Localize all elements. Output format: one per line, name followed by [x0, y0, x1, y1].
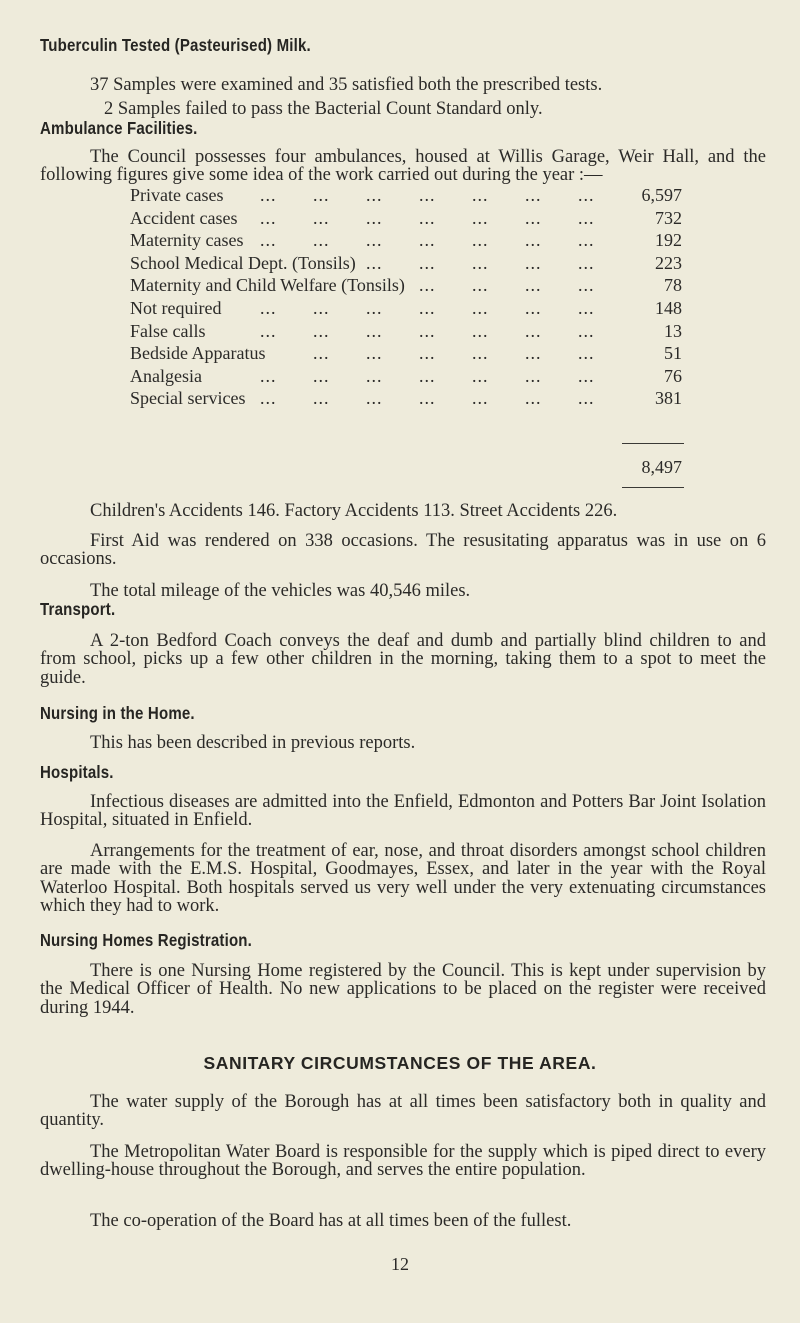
- leader-dots: ...: [472, 320, 489, 341]
- leader-dots: ...: [525, 185, 542, 205]
- page-number: 12: [391, 1254, 409, 1274]
- table-row-label: School Medical Dept. (Tonsils): [130, 252, 356, 273]
- leader-dots: ...: [525, 298, 542, 318]
- leader-dots: ...: [366, 365, 383, 386]
- leader-dots: ...: [472, 388, 489, 409]
- leader-dots: ...: [472, 185, 489, 205]
- table-row-label: Bedside Apparatus: [130, 343, 266, 364]
- leader-dots: ...: [472, 365, 489, 386]
- leader-dots: ...: [419, 185, 436, 205]
- section-heading-milk: Tuberculin Tested (Pasteurised) Milk.: [40, 35, 311, 55]
- leader-dots: ...: [525, 388, 542, 409]
- leader-dots: ...: [260, 207, 277, 228]
- hospitals-paragraph-1: [40, 793, 766, 830]
- leader-dots: ...: [472, 298, 489, 318]
- sanitary-text-1: The water supply of the Borough has at all times been satisfactory both in quality and quantity.: [40, 1092, 766, 1131]
- leader-dots: ...: [525, 230, 542, 251]
- leader-dots: ...: [525, 275, 542, 296]
- sanitary-paragraph-1: [40, 1093, 766, 1130]
- table-row-value: 76: [664, 365, 682, 386]
- table-row-label: Maternity cases: [130, 230, 244, 251]
- nursing-home-text: This has been described in previous reports.: [90, 733, 416, 753]
- section-heading-registration: Nursing Homes Registration.: [40, 930, 253, 950]
- leader-dots: ...: [578, 207, 595, 228]
- leader-dots: ...: [472, 230, 489, 251]
- sanitary-text-3: The co-operation of the Board has at all times been of the fullest.: [90, 1211, 572, 1231]
- section-heading-hospitals: Hospitals.: [40, 762, 114, 782]
- table-row-value: 6,597: [641, 185, 682, 205]
- table-row-value: 223: [655, 252, 682, 273]
- table-row-value: 148: [655, 298, 682, 318]
- accidents-summary: Children's Accidents 146. Factory Accidents 113. Street Accidents 226.: [90, 501, 618, 521]
- ambulance-intro: [40, 148, 766, 185]
- sanitary-paragraph-2: [40, 1143, 766, 1180]
- leader-dots: ...: [313, 365, 330, 386]
- table-row-value: 732: [655, 207, 682, 228]
- table-row-value: 381: [655, 388, 682, 409]
- registration-paragraph: [40, 962, 766, 1017]
- leader-dots: ...: [578, 365, 595, 386]
- total-rule-bottom: [622, 487, 684, 488]
- milk-line-2: 2 Samples failed to pass the Bacterial Count Standard only.: [104, 99, 543, 119]
- leader-dots: ...: [525, 320, 542, 341]
- hospitals-text-2: Arrangements for the treatment of ear, nose, and throat disorders amongst school children are made with the E.M.S. Hospital, Goodmayes, Essex, and later in the year with the Royal Waterloo Hospital. Both hospitals served us very well under the very extenuating circumstances which they had to work.: [40, 841, 766, 917]
- leader-dots: ...: [366, 388, 383, 409]
- leader-dots: ...: [260, 185, 277, 205]
- total-rule-top: [622, 443, 684, 444]
- leader-dots: ...: [578, 185, 595, 205]
- leader-dots: ...: [260, 230, 277, 251]
- leader-dots: ...: [419, 365, 436, 386]
- leader-dots: ...: [366, 185, 383, 205]
- table-row-label: Maternity and Child Welfare (Tonsils): [130, 275, 405, 296]
- transport-text: A 2-ton Bedford Coach conveys the deaf and dumb and partially blind children to and from school, picks up a few other children in the morning, taking them to a spot to meet the guide.: [40, 631, 766, 688]
- first-aid-paragraph: [40, 532, 766, 569]
- table-row-label: Private cases: [130, 185, 224, 205]
- leader-dots: ...: [260, 298, 277, 318]
- leader-dots: ...: [472, 252, 489, 273]
- leader-dots: ...: [578, 343, 595, 364]
- leader-dots: ...: [525, 252, 542, 273]
- sanitary-heading: SANITARY CIRCUMSTANCES OF THE AREA.: [203, 1053, 597, 1073]
- leader-dots: ...: [525, 365, 542, 386]
- leader-dots: ...: [260, 388, 277, 409]
- leader-dots: ...: [366, 230, 383, 251]
- table-row-label: Not required: [130, 298, 222, 318]
- table-row-label: Accident cases: [130, 207, 238, 228]
- registration-text: There is one Nursing Home registered by the Council. This is kept under supervision by the Medical Officer of Health. No new applications to be placed on the register were received during 1944.: [40, 961, 766, 1018]
- table-row-value: 51: [664, 343, 682, 364]
- leader-dots: ...: [578, 388, 595, 409]
- leader-dots: ...: [578, 320, 595, 341]
- table-row-value: 192: [655, 230, 682, 251]
- leader-dots: ...: [366, 320, 383, 341]
- leader-dots: ...: [578, 275, 595, 296]
- leader-dots: ...: [313, 388, 330, 409]
- leader-dots: ...: [525, 207, 542, 228]
- leader-dots: ...: [366, 207, 383, 228]
- leader-dots: ...: [313, 185, 330, 205]
- leader-dots: ...: [419, 275, 436, 296]
- leader-dots: ...: [313, 320, 330, 341]
- section-heading-ambulance: Ambulance Facilities.: [40, 118, 198, 138]
- ambulance-total: 8,497: [641, 457, 682, 477]
- leader-dots: ...: [472, 343, 489, 364]
- milk-line-1: 37 Samples were examined and 35 satisfied both the prescribed tests.: [90, 75, 603, 95]
- leader-dots: ...: [419, 343, 436, 364]
- leader-dots: ...: [578, 252, 595, 273]
- leader-dots: ...: [419, 252, 436, 273]
- leader-dots: ...: [260, 365, 277, 386]
- leader-dots: ...: [525, 343, 542, 364]
- sanitary-text-2: The Metropolitan Water Board is responsible for the supply which is piped direct to every dwelling-house throughout the Borough, and serves the entire population.: [40, 1142, 766, 1181]
- leader-dots: ...: [578, 298, 595, 318]
- leader-dots: ...: [419, 320, 436, 341]
- leader-dots: ...: [472, 207, 489, 228]
- mileage-line: The total mileage of the vehicles was 40,546 miles.: [90, 581, 471, 601]
- leader-dots: ...: [366, 252, 383, 273]
- leader-dots: ...: [366, 343, 383, 364]
- leader-dots: ...: [472, 275, 489, 296]
- leader-dots: ...: [260, 320, 277, 341]
- first-aid-text: First Aid was rendered on 338 occasions. The resusitating apparatus was in use on 6 occasions.: [40, 531, 766, 570]
- leader-dots: ...: [419, 230, 436, 251]
- leader-dots: ...: [313, 230, 330, 251]
- leader-dots: ...: [578, 230, 595, 251]
- section-heading-nursing-home: Nursing in the Home.: [40, 703, 195, 723]
- leader-dots: ...: [419, 388, 436, 409]
- table-row-label: False calls: [130, 320, 206, 341]
- table-row-label: Analgesia: [130, 365, 202, 386]
- table-row-label: Special services: [130, 388, 246, 409]
- hospitals-text-1: Infectious diseases are admitted into the Enfield, Edmonton and Potters Bar Joint Isolation Hospital, situated in Enfield.: [40, 792, 766, 831]
- table-row-value: 13: [664, 320, 682, 341]
- leader-dots: ...: [313, 207, 330, 228]
- leader-dots: ...: [419, 298, 436, 318]
- leader-dots: ...: [313, 343, 330, 364]
- leader-dots: ...: [313, 298, 330, 318]
- leader-dots: ...: [366, 298, 383, 318]
- table-row-value: 78: [664, 275, 682, 296]
- leader-dots: ...: [419, 207, 436, 228]
- section-heading-transport: Transport.: [40, 599, 116, 619]
- transport-paragraph: [40, 632, 766, 687]
- hospitals-paragraph-2: [40, 842, 766, 916]
- ambulance-intro-text: The Council possesses four ambulances, housed at Willis Garage, Weir Hall, and the following figures give some idea of the work carried out during the year :—: [40, 147, 766, 186]
